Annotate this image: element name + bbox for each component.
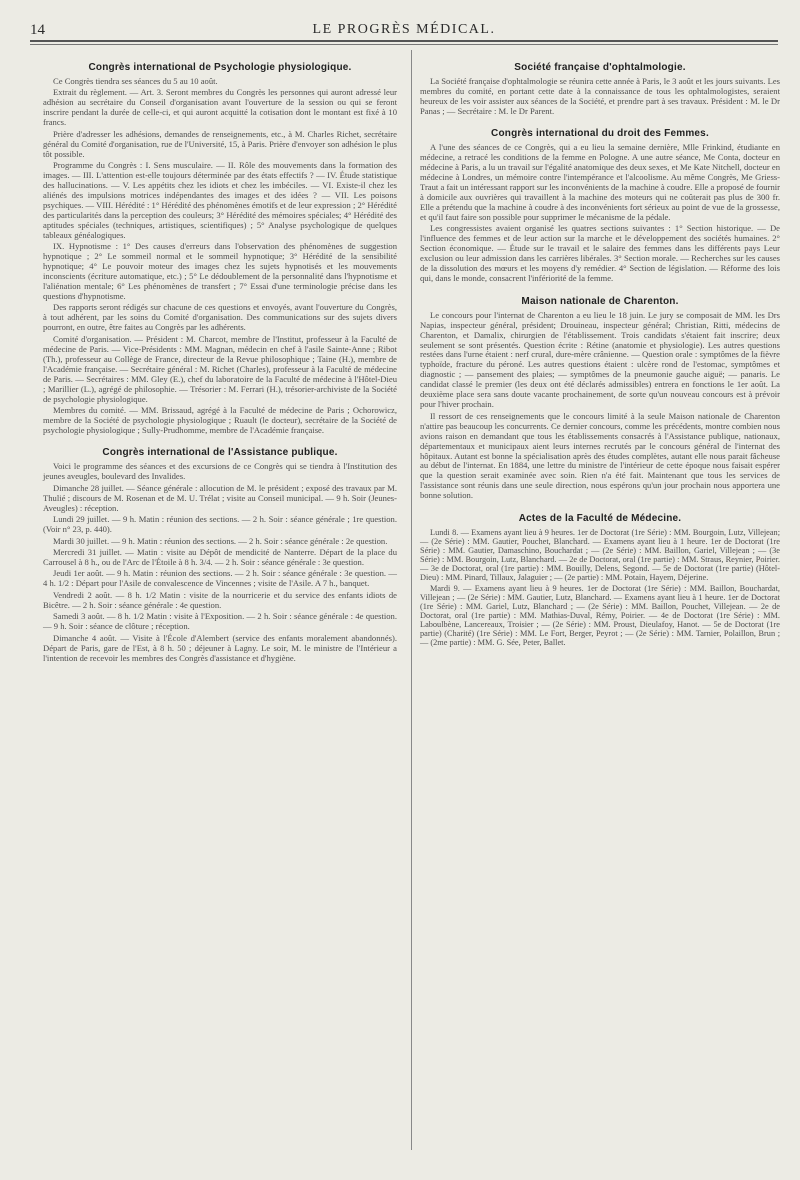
paragraph: Extrait du règlement. — Art. 3. Seront membres du Congrès les personnes qui auront adressé leur adhésion au secrétaire du Conseil d'organisation avant l'ouverture de la session ou qui se feront inscrire pendant la durée de celle-ci, et qui auront acquitté la cotisation dont le montant est fixé à 10 francs. (43, 87, 397, 128)
right-column (420, 58, 780, 649)
paragraph: Lundi 29 juillet. — 9 h. Matin : réunion des sections. — 2 h. Soir : séance générale ; 1re question. (Voir n° 23, p. 440). (43, 514, 397, 535)
paragraph: Les congressistes avaient organisé les quatres sections suivantes : 1° Section historique. — De l'influence des femmes et de leur action sur la marche et le développement des sociétés humaines. 2° Section économique. — Étude sur le travail et le salaire des femmes dans les différents pays Leur exclusion ou leur admission dans les carrières libérales. 3° Section morale. — Recherches sur les causes de la dissolution des mœurs et les moyens d'y remédier. 4° Section de législation. — Réforme des lois qui, dans le monde, consacrent l'infériorité de la femme. (420, 223, 780, 284)
article-ophtalmologie (420, 62, 780, 117)
paragraph: Dimanche 4 août. — Visite à l'École d'Alembert (service des enfants moralement abandonnés). Départ de Paris, gare de l'Est, à 8 h. 50 ; déjeuner à Lagny. Le soir, M. le ministre de l'Intérieur a l'intention de recevoir les membres des Congrès d'assistance et d'hygiène. (43, 632, 397, 663)
paragraph: Vendredi 2 août. — 8 h. 1/2 Matin : visite de la nourricerie et du service des enfants idiots de Bicêtre. — 2 h. Soir : séance générale : 4e question. (43, 589, 397, 610)
column-divider (411, 50, 412, 1150)
paragraph: Voici le programme des séances et des excursions de ce Congrès qui se tiendra à l'Institution des jeunes aveugles, boulevard des Invalides. (43, 461, 397, 482)
journal-title: LE PROGRÈS MÉDICAL. (312, 22, 496, 37)
paragraph: La Société française d'ophtalmologie se réunira cette année à Paris, le 3 août et les jours suivants. Les membres du comité, en portant cette date à la connaissance de tous les ophtalmologistes, seraient heureux de les voir assister aux séances de la Société, et prendre part à ses travaux. Président : M. le Dr Panas ; — Secrétaire : M. le Dr Parent. (420, 76, 780, 116)
paragraph: A l'une des séances de ce Congrès, qui a eu lieu la semaine dernière, Mlle Frinkind, étudiante en médecine, a retracé les conditions de la femme en Pologne. A une autre séance, Me Conta, docteur en médecine à Paris, a lu un travail sur l'égalité anatomique des deux sexes, et Me Kate Nitchell, docteur en médecine à Londres, un mémoire contre l'intempérance et l'alcoolisme. Au même Congrès, Me Griess-Traut a fait un intéressant rapport sur les inconvénients de la machine à coudre. Elle a proposé de fournir à domicile aux ouvrières qui travaillent à la machine des moteurs qui ne coûterait pas plus de 300 fr. Elle a prétendu que la machine à coudre à des inconvénients fort sérieux au point de vue de la grossesse, et qu'il faut faire son possible pour supprimer le mécanisme de la pédale. (420, 142, 780, 222)
paragraph: Mardi 30 juillet. — 9 h. Matin : réunion des sections. — 2 h. Soir : séance générale : 2e question. (53, 535, 388, 546)
article-droit-des-femmes (420, 128, 780, 284)
article-charenton (420, 296, 780, 502)
paragraph: Programme du Congrès : I. Sens musculaire. — II. Rôle des mouvements dans la formation des images. — III. L'attention est-elle toujours déterminée par des états effectifs ? — IV. Étude statistique des hallucinations. — V. Les appétits chez les idiots et chez les imbéciles. — VI. Existe-il chez les aliénés des impulsions motrices indépendantes des images et des idées ? — VII. Les poisons psychiques. — VIII. Hérédité : 1° Hérédité des phénomènes émotifs et de leur expression ; 2° Hérédité des particularités dans la perception des couleurs; 3° Hérédité des mémoires spéciales; 4° Hérédité des aptitudes spéciales (techniques, artistiques, scientifiques) ; 5° Analyse psychologique de quelques tableaux généalogiques. (43, 160, 397, 240)
section-title: Maison nationale de Charenton. (521, 295, 679, 307)
paragraph: Lundi 8. — Examens ayant lieu à 9 heures. 1er de Doctorat (1re Série) : MM. Bourgoin, Lutz, Villejean; — (2e Série) : MM. Gautier, Pouchet, Blanchard. — Examens ayant lieu à 1 heure. 1er de Doctorat (1re Série) : MM. Gautier, Damaschino, Bouchardat ; — (2e Série) : MM. Baillon, Gariel, Villejean ; — (3e Série) : MM. Bourgoin, Lutz, Blanchard. — 2e de Doctorat, oral (1re partie) : MM. Straus, Reynier, Poirier. — 3e de Doctorat, oral (1re partie) : MM. Bouilly, Delens, Segond. — 5e de Doctorat (1re partie) (Hôtel-Dieu) : MM. Pinard, Tillaux, Jalaguier ; — (2e partie) : MM. Potain, Hayem, Déjerine. (420, 527, 780, 583)
section-title: Congrès international de l'Assistance publique. (102, 447, 338, 459)
paragraph: Des rapports seront rédigés sur chacune de ces questions et envoyés, avant l'ouverture du Congrès, à tout adhérent, par les soins du Comité d'organisation. Des communications sur des sujets divers pourront, en outre, être faites au Congrès par les adhérents. (43, 302, 397, 333)
paragraph: Prière d'adresser les adhésions, demandes de renseignements, etc., à M. Charles Richet, secrétaire général du Comité d'organisation, rue de l'Université, 15, à Paris. Prière d'envoyer son adhésion le plus tôt possible. (43, 128, 397, 159)
article-faculte-medecine (420, 513, 780, 648)
header-rule-thin (30, 44, 778, 45)
paragraph: Dimanche 28 juillet. — Séance générale : allocution de M. le président ; exposé des travaux par M. Thulié ; discours de M. Rosenan et de M. U. Trélat ; visite au Conseil municipal. — 9 h. Soir (Jeunes-Aveugles) : réception. (43, 482, 397, 513)
paragraph: Ce Congrès tiendra ses séances du 5 au 10 août. (53, 76, 218, 86)
paragraph: IX. Hypnotisme : 1° Des causes d'erreurs dans l'observation des phénomènes de suggestion hypnotique ; 2° Le sommeil normal et le sommeil hypnotique; 3° Hérédité de la sensibilité hypnotique; 4° Le pouvoir moteur des images chez les sujets hypnotisés et les mouvements inconscients (écriture automatique, etc.) ; 5° Le dédoublement de la personnalité dans l'hypnotisme et l'aliénation mentale; 6° Les phénomènes de transfert ; 7° Essai d'une terminologie précise dans les questions d'hypnotisme. (43, 241, 397, 302)
paragraph: Jeudi 1er août. — 9 h. Matin : réunion des sections. — 2 h. Soir : séance générale : 3e question. — 4 h. 1/2 : Départ pour l'Asile de convalescence de Vincennes ; visite de l'Asile. A 7 h., banquet. (43, 568, 397, 589)
paragraph: Mardi 9. — Examens ayant lieu à 9 heures. 1er de Doctorat (1re Série) : MM. Baillon, Bouchardat, Villejean ; — (2e Série) : MM. Gautier, Lutz, Blanchard. — Examens ayant lieu à 1 heure. 1er de Doctorat (1re Série) : MM. Gariel, Lutz, Blanchard ; — (2e Série) : MM. Baillon, Pouchet, Villejean. — 2e de Doctorat, oral (1re partie) : MM. Mathias-Duval, Rémy, Poirier. — 4e de Doctorat (1re Série) : MM. Laboulbène, Lancereaux, Troisier ; — (2e Série) : MM. Proust, Dieulafoy, Hanot. — 5e de Doctorat (1re partie) (Charité) (1re Série) : MM. Le Fort, Berger, Peyrot ; — (2e Série) : MM. Tarnier, Polaillon, Brun ; — (2me partie) : MM. G. Sée, Peter, Ballet. (420, 583, 780, 648)
paragraph: Il ressort de ces renseignements que le concours limité à la seule Maison nationale de Charenton n'attire pas beaucoup les concurrents. Ce dernier concours, comme les précédents, montre combien nous avions raison en demandant que tous les établissements consacrés à l'Assistance publique, nationaux, départementaux et municipaux aient leurs internes recrutés par le concours général de l'internat des hôpitaux. Autant est bonne la spécialisation après des études complètes, autant elle nous parait fâcheuse au début de l'internat. En 1884, une lettre du ministre de l'intérieur de cette époque nous faisait espérer que la question serait examinée avec soin. Rien n'a été fait. Maintenant que tous les services de l'assistance sont réunis dans une seule direction, nous espérons qu'un jour prochain nous apportera une bonne solution. (420, 410, 780, 501)
header-rule-thick (30, 40, 778, 42)
article-assistance (43, 447, 397, 663)
section-title: Actes de la Faculté de Médecine. (518, 512, 682, 524)
running-header (30, 8, 778, 36)
section-title: Congrès international de Psychologie physiologique. (88, 62, 352, 73)
page-number: 14 (30, 22, 45, 38)
section-title: Société française d'ophtalmologie. (514, 62, 686, 73)
paragraph: Membres du comité. — MM. Brissaud, agrégé à la Faculté de médecine de Paris ; Ochorowicz, membre de la Société de psychologie physiologique ; Ruault (le docteur), secrétaire de la Société de psychologie physiologique ; Sully-Prudhomme, membre de l'Académie française. (43, 405, 397, 435)
paragraph: Samedi 3 août. — 8 h. 1/2 Matin : visite à l'Exposition. — 2 h. Soir : séance générale : 4e question. — 9 h. Soir : séance de clôture ; réception. (43, 611, 397, 632)
article-psychologie (43, 62, 397, 436)
paragraph: Comité d'organisation. — Président : M. Charcot, membre de l'Institut, professeur à la Faculté de médecine de Paris. — Vice-Présidents : MM. Magnan, médecin en chef à l'asile Sainte-Anne ; Ribot (Th.), professeur au Collège de France, directeur de la Revue philosophique ; Taine (H.), membre de l'Académie française. — Secrétaire général : M. Richet (Charles), professeur à la Faculté de médecine de Paris. — Secrétaires : MM. Gley (E.), chef du laboratoire de la Faculté de médecine à l'Hôtel-Dieu ; Marillier (L.), agrégé de philosophie. — Trésorier : M. Ferrari (H.), trésorier-archiviste de la Société de psychologie physiologique. (43, 333, 397, 404)
paragraph: Le concours pour l'internat de Charenton a eu lieu le 18 juin. Le jury se composait de MM. les Drs Napias, inspecteur général, président; Drouineau, inspecteur général; Christian, Ritti, médecins de Charenton, et Damalix, chirurgien de l'établissement. Trois candidats s'étaient fait inscrire; deux seulement se sont présentés. Question écrite : Rétine (anatomie et physiologie). Les autres questions restées dans l'urne étaient : nerf crural, dure-mère crânienne. — Question orale : symptômes de la fièvre typhoïde, fracture du péroné. Les autres questions étaient : ulcère rond de l'estomac, symptômes et diagnostic ; — pansement des plaies; — symptômes de la pneumonie gauche aiguë; — panaris. Le candidat classé le premier (les deux ont été déclarés admissibles) entrera en fonctions le 1er août. La deuxième place sera sans doute vacante prochainement, de sorte qu'un nouveau concours est à prévoir pour l'hiver prochain. (420, 309, 780, 410)
left-column (43, 58, 397, 665)
section-title: Congrès international du droit des Femmes. (491, 128, 709, 140)
paragraph: Mercredi 31 juillet. — Matin : visite au Dépôt de mendicité de Nanterre. Départ de la place du Carrousel à 8 h., ou de l'Arc de l'Étoile à 8 h. 3/4. — 2 h. Soir : séance générale : 3e question. (43, 546, 397, 567)
